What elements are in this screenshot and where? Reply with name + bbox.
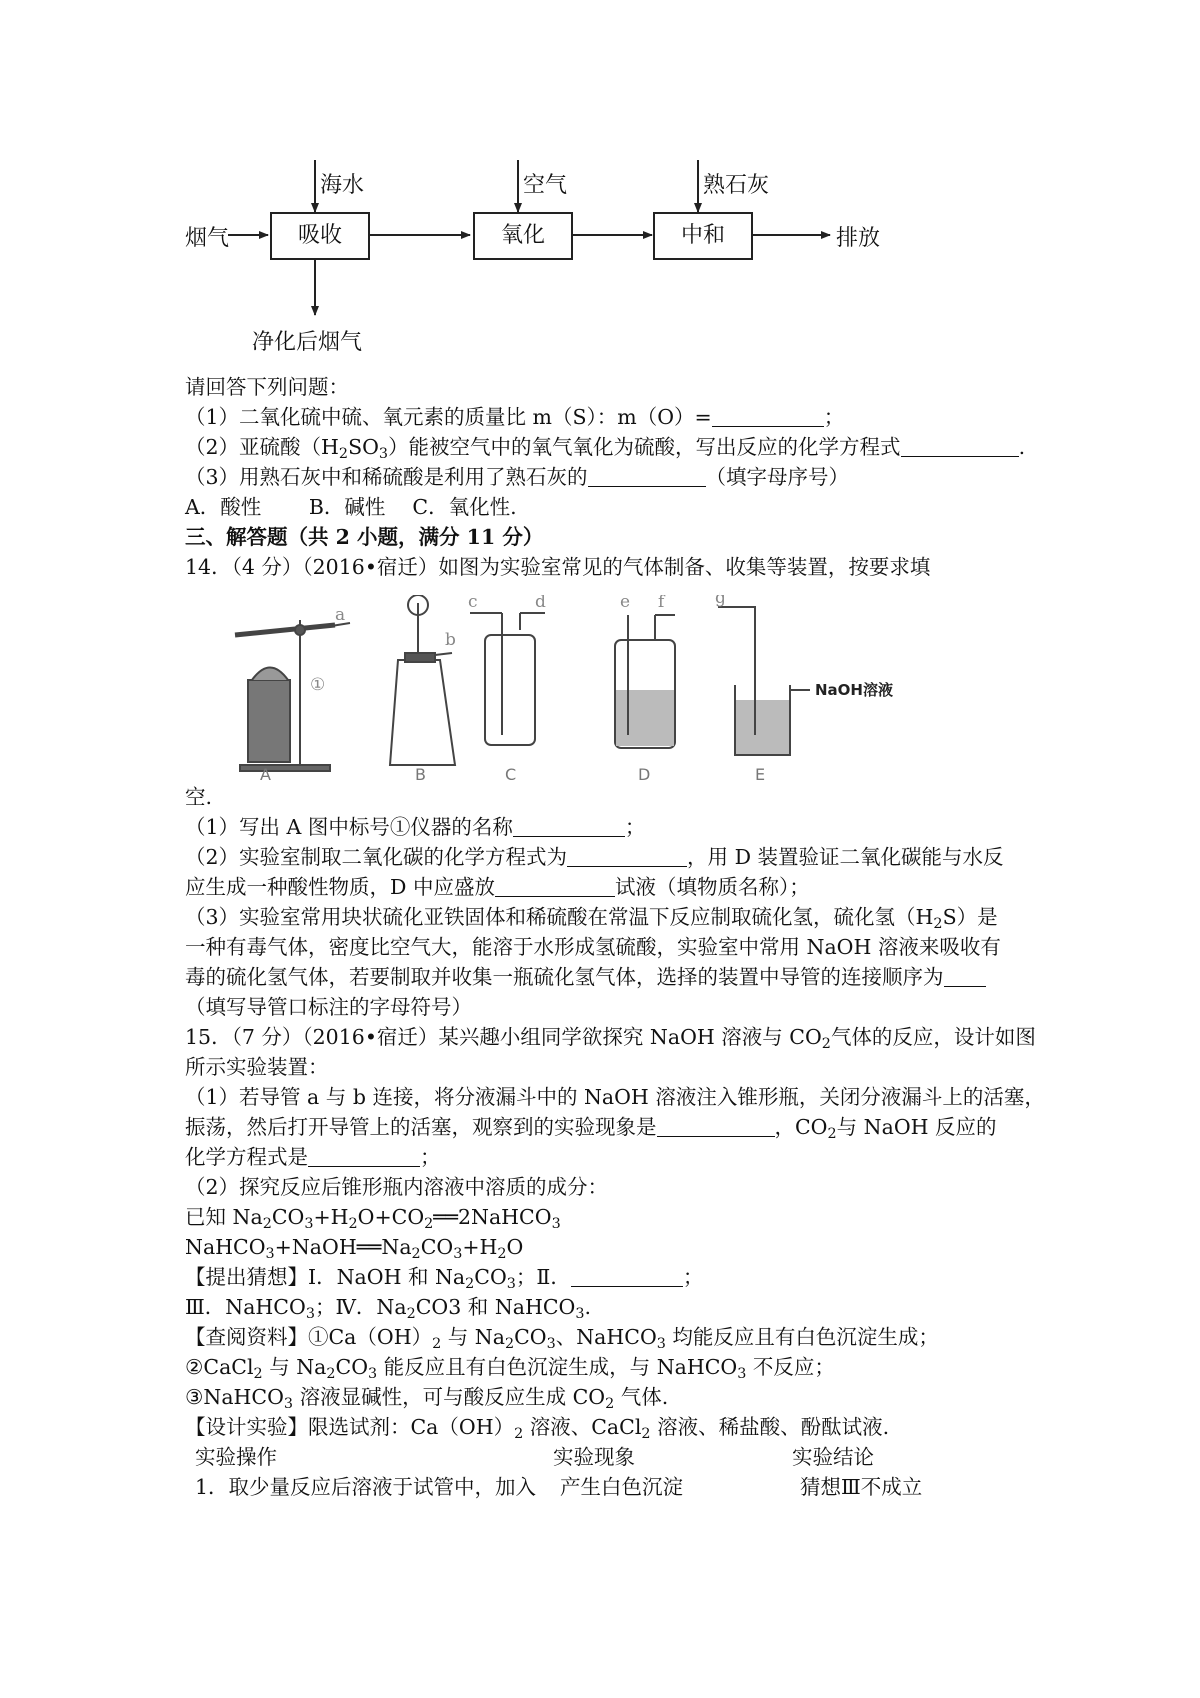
label-E: E (755, 765, 766, 784)
port-c: c (468, 595, 478, 612)
q14-part2-line2: 应生成一种酸性物质，D 中应盛放 试液（填物质名称）； (185, 875, 810, 899)
port-a: a (335, 605, 346, 625)
table-cell: 1．取少量反应后溶液于试管中，加入 (195, 1475, 537, 1499)
q15-stem2: 所示实验装置： (185, 1055, 329, 1079)
answer-blank[interactable] (944, 966, 986, 987)
flow-end: 排放 (836, 226, 881, 251)
label-C: C (505, 765, 517, 784)
hypothesis-line1: 【提出猜想】Ⅰ．NaOH 和 $Na_2CO_3$；Ⅱ． ； (185, 1265, 704, 1292)
port-b: b (445, 630, 456, 650)
q14-stem-end: 空. (185, 785, 213, 809)
q14-part3-l4: （填写导管口标注的字母符号） (185, 995, 472, 1019)
q15-stem1: 15．（7 分）（2016•宿迁）某兴趣小组同学欲探究 NaOH 溶液与 $CO_2$气体的反应，设计如图 (185, 1025, 1036, 1052)
hypothesis-line2: Ⅲ．NaHCO$_3$；Ⅳ．$Na_2CO3$ 和 NaHCO$_3$. (185, 1295, 592, 1322)
table-cell: 猜想Ⅲ不成立 (800, 1475, 923, 1499)
answer-blank[interactable] (513, 816, 625, 837)
flow-output: 净化后烟气 (252, 330, 363, 355)
step-absorb: 吸收 (270, 212, 370, 260)
answer-blank[interactable] (308, 1146, 420, 1167)
port-e: e (620, 595, 631, 612)
q14-part3-l2: 一种有毒气体，密度比空气大，能溶于水形成氢硫酸，实验室中常用 NaOH 溶液来吸收有 (185, 935, 1001, 959)
q13-options: A．酸性 B．碱性 C．氧化性. (185, 495, 517, 519)
q13-part3: （3）用熟石灰中和稀硫酸是利用了熟石灰的 （填字母序号） (185, 465, 850, 489)
input-lime: 熟石灰 (703, 173, 770, 198)
naoh-label: NaOH溶液 (815, 681, 893, 699)
equation-2: $NaHCO_3+NaOH══Na_2CO_3+H_2O$ (185, 1235, 524, 1262)
answer-blank[interactable] (567, 846, 687, 867)
table-header: 实验结论 (792, 1445, 874, 1469)
section-heading: 三、解答题（共 2 小题，满分 11 分） (185, 525, 544, 549)
design-experiment: 【设计实验】限选试剂：$Ca(OH)_2$ 溶液、CaCl$_2$ 溶液、稀盐酸、酚酞试液. (185, 1415, 890, 1442)
flow-start: 烟气 (185, 226, 230, 251)
q14-stem: 14．（4 分）（2016•宿迁）如图为实验室常见的气体制备、收集等装置，按要求填 (185, 555, 931, 579)
step-neutralize: 中和 (653, 212, 753, 260)
answer-blank[interactable] (495, 876, 615, 897)
q15-part1-l1: （1）若导管 a 与 b 连接，将分液漏斗中的 NaOH 溶液注入锥形瓶，关闭分液漏斗上的活塞， (185, 1085, 1045, 1109)
marker-1: ① (310, 675, 326, 695)
step-oxidize: 氧化 (473, 212, 573, 260)
q14-part3-l1: （3）实验室常用块状硫化亚铁固体和稀硫酸在常温下反应制取硫化氢，硫化氢$(H_2S)$是 (185, 905, 998, 932)
answer-blank[interactable] (712, 406, 824, 427)
q15-part1-l2: 振荡，然后打开导管上的活塞，观察到的实验现象是 ，$CO_2$与 NaOH 反应的 (185, 1115, 997, 1142)
q13-part2: （2）亚硫酸$(H_2SO_3)$能被空气中的氧气氧化为硫酸，写出反应的化学方程式 . (185, 435, 1026, 462)
q13-intro: 请回答下列问题： (185, 375, 349, 399)
table-cell: 产生白色沉淀 (560, 1475, 683, 1499)
table-header: 实验现象 (553, 1445, 635, 1469)
answer-blank[interactable] (901, 436, 1019, 457)
reference-2: ②CaCl$_2$ 与 $Na_2CO_3$ 能反应且有白色沉淀生成，与 NaHCO$_3$ 不反应； (185, 1355, 835, 1382)
flowchart-arrows (0, 0, 1200, 360)
port-g: g (715, 595, 726, 608)
reference-1: 【查阅资料】$①Ca(OH)_2$ 与 $Na_2CO_3$、NaHCO$_3$ 均能反应且有白色沉淀生成； (185, 1325, 939, 1352)
input-seawater: 海水 (320, 173, 365, 198)
q15-part1-l3: 化学方程式是 ； (185, 1145, 441, 1169)
q14-part3-l3: 毒的硫化氢气体，若要制取并收集一瓶硫化氢气体，选择的装置中导管的连接顺序为 (185, 963, 986, 991)
label-D: D (638, 765, 651, 784)
q14-part2: （2）实验室制取二氧化碳的化学方程式为 ，用 D 装置验证二氧化碳能与水反 (185, 845, 1004, 869)
lab-apparatus-figure (230, 595, 960, 785)
answer-blank[interactable] (657, 1116, 775, 1137)
q15-part2: （2）探究反应后锥形瓶内溶液中溶质的成分： (185, 1175, 609, 1199)
reference-3: ③NaHCO$_3$ 溶液显碱性，可与酸反应生成 $CO_2$ 气体. (185, 1385, 669, 1412)
answer-blank[interactable] (571, 1266, 683, 1287)
port-f: f (658, 595, 665, 612)
answer-blank[interactable] (588, 466, 706, 487)
label-A: A (260, 765, 271, 784)
equation-1: 已知 $Na_2CO_3+H_2O+CO_2══2NaHCO_3$ (185, 1205, 561, 1232)
q14-part1: （1）写出 A 图中标号①仪器的名称 ； (185, 815, 646, 839)
label-B: B (415, 765, 426, 784)
table-header: 实验操作 (195, 1445, 277, 1469)
input-air: 空气 (523, 173, 568, 198)
port-d: d (535, 595, 546, 612)
q13-part1: （1）二氧化硫中硫、氧元素的质量比 m（S）：m（O）= ； (185, 405, 845, 429)
